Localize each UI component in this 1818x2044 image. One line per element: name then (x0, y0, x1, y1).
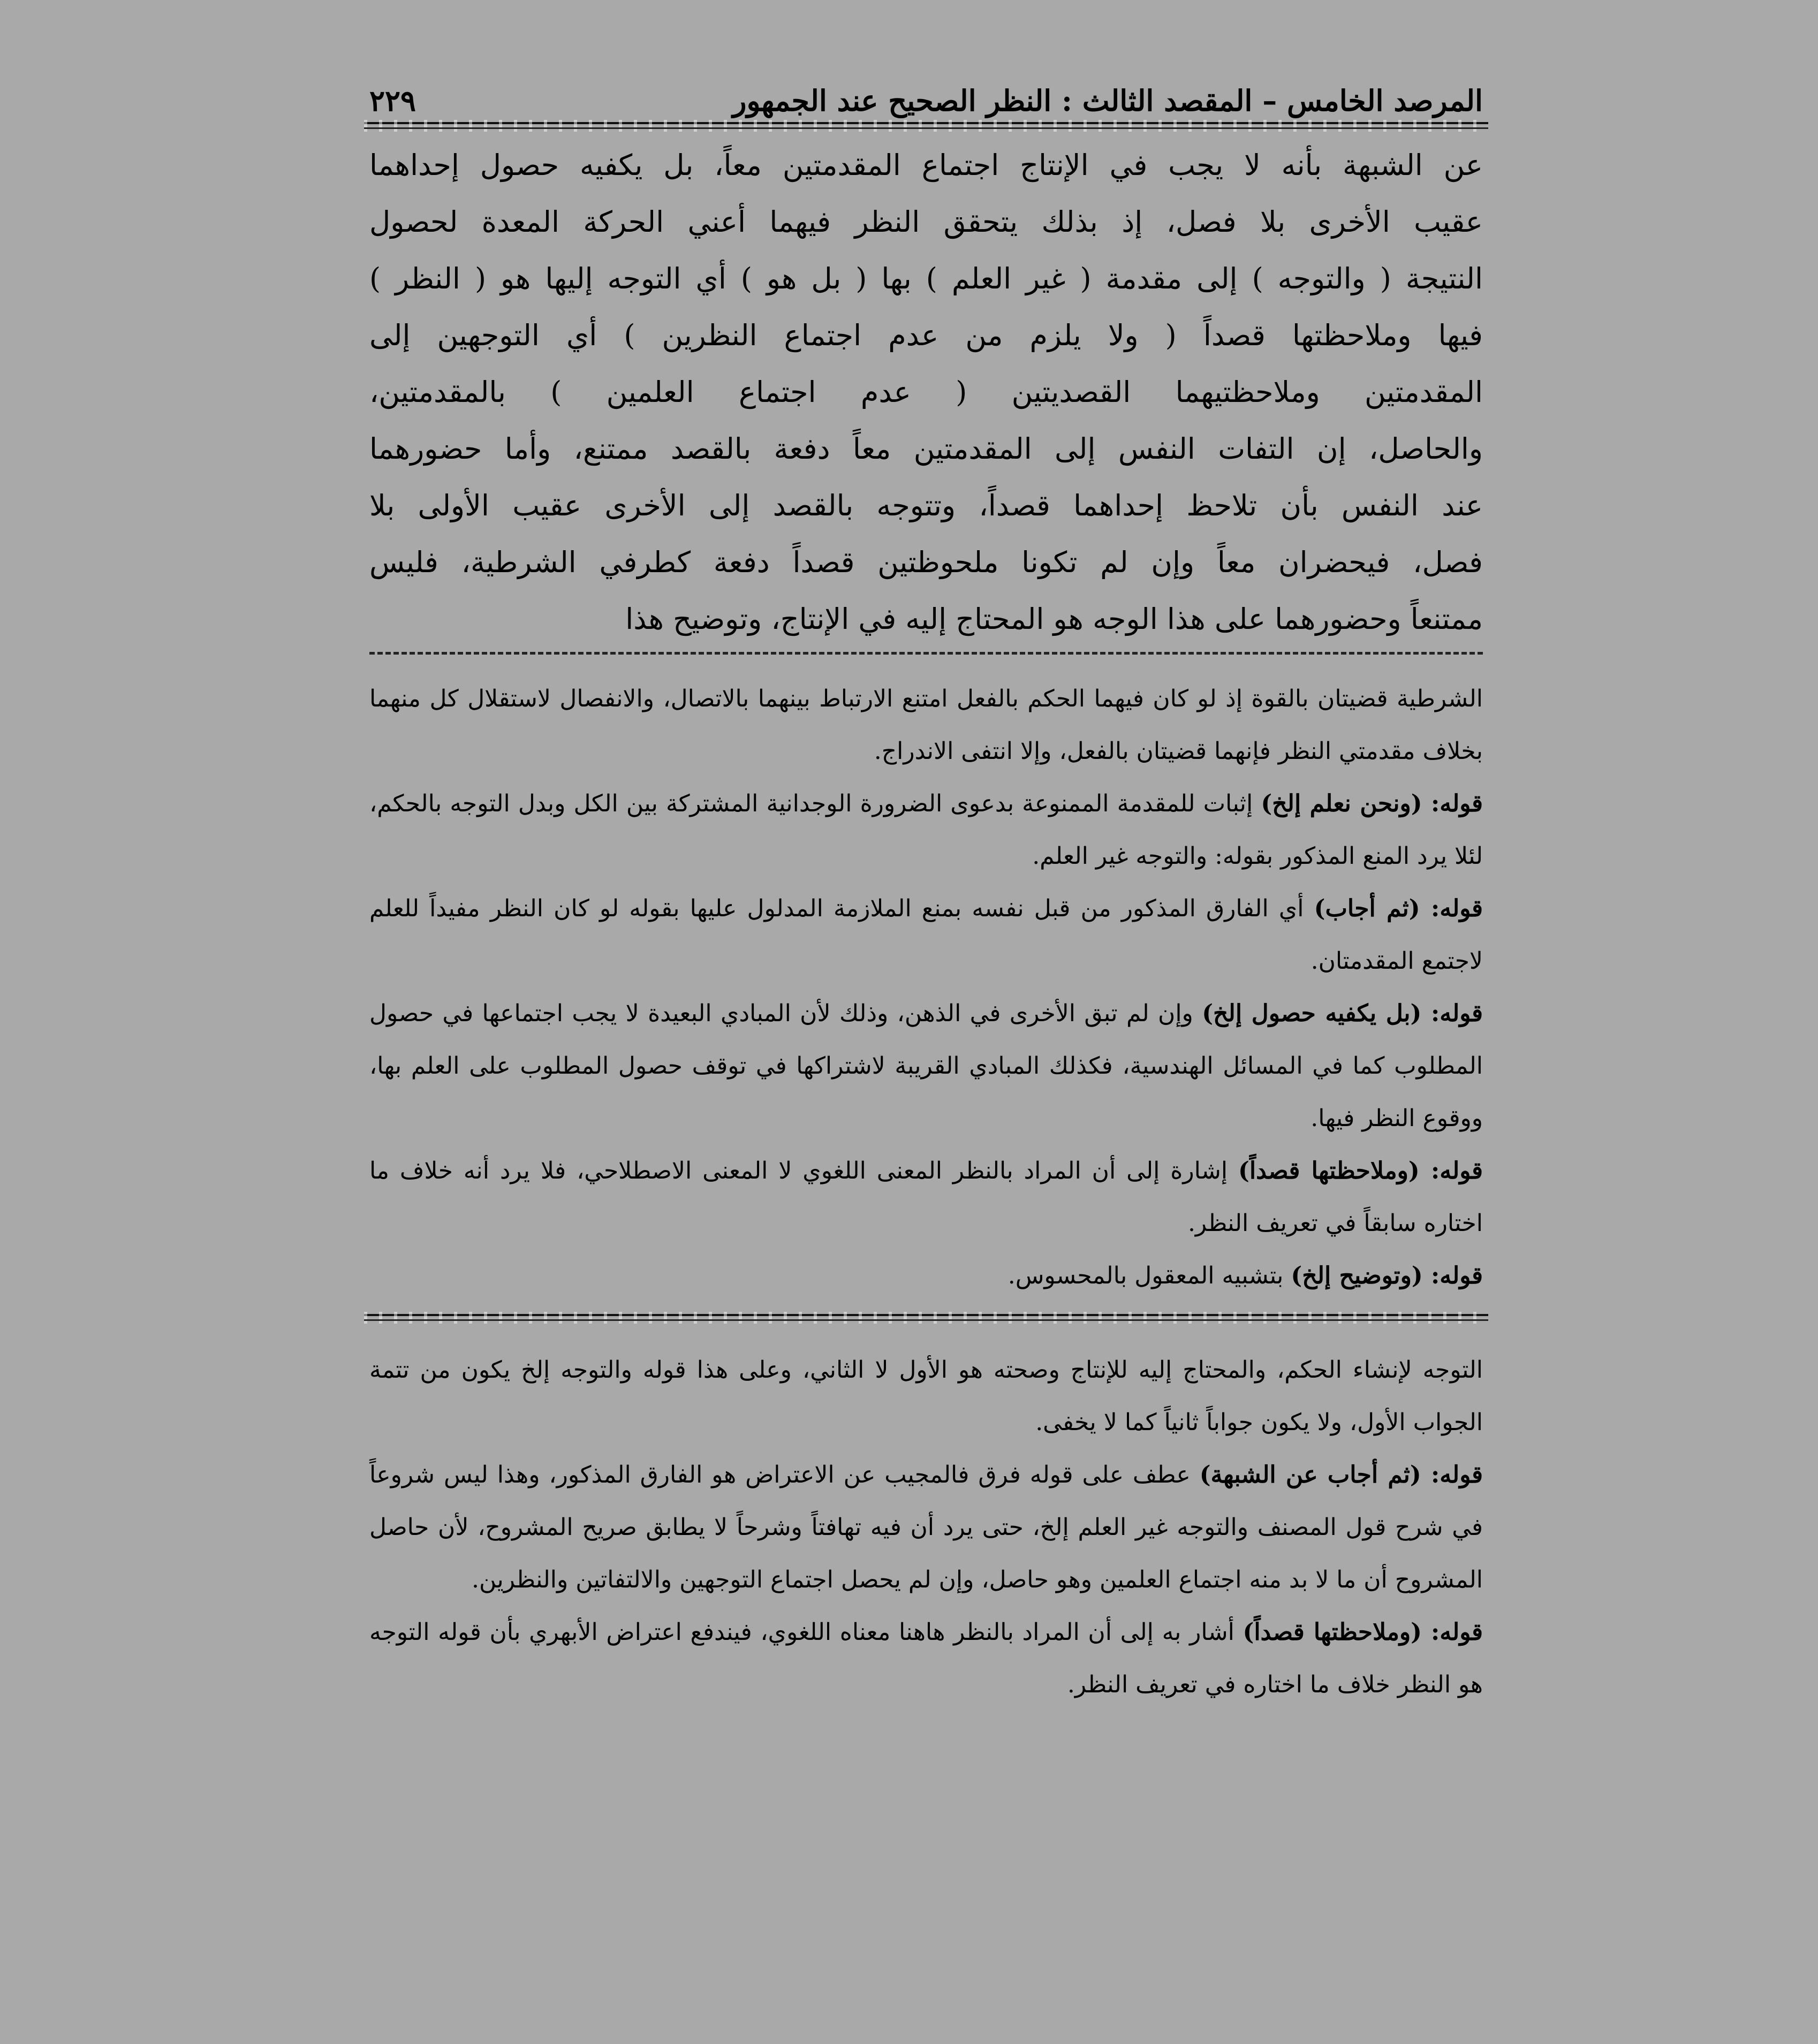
commentary-paragraph: قوله: (وملاحظتها قصداً) إشارة إلى أن المراد بالنظر المعنى اللغوي لا المعنى الاصطلاحي، فلا يرد أنه خلاف ما اختاره سابقاً في تعريف النظر. (369, 1157, 1483, 1237)
commentary-paragraph: قوله: (ثم أجاب عن الشبهة) عطف على قوله فرق فالمجيب عن الاعتراض هو الفارق المذكور، وهذا ليس شروعاً في شرح قول المصنف والتوجه غير العلم إلخ، حتى يرد أن فيه تهافتاً وشرحاً لا يطابق صريح المشروح، لأن حاصل المشروح أن ما لا بد منه اجتماع العلمين وهو حاصل، وإن لم يحصل اجتماع التوجهين والالتفاتين والنظرين. (369, 1461, 1483, 1593)
commentary-paragraph: قوله: (ونحن نعلم إلخ) إثبات للمقدمة الممنوعة بدعوى الضرورة الوجدانية المشتركة بين الكل وبدل التوجه بالحكم، لئلا يرد المنع المذكور بقوله: والتوجه غير العلم. (369, 790, 1483, 870)
commentary-rule (369, 1310, 1483, 1326)
main-line: والحاصل، إن التفات النفس إلى المقدمتين معاً دفعة بالقصد ممتنع، وأما حضورهما (369, 432, 1483, 466)
commentary-paragraph: قوله: (وملاحظتها قصداً) أشار به إلى أن المراد بالنظر هاهنا معناه اللغوي، فيندفع اعتراض الأبهري بأن قوله التوجه هو النظر خلاف ما اختاره في تعريف النظر. (369, 1619, 1483, 1698)
main-line: ممتنعاً وحضورهما على هذا الوجه هو المحتاج إليه في الإنتاج، وتوضيح هذا (625, 602, 1483, 636)
commentary-section-1 (369, 673, 1483, 1302)
commentary-paragraph: التوجه لإنشاء الحكم، والمحتاج إليه للإنتاج وصحته هو الأول لا الثاني، وعلى هذا قوله والتوجه إلخ يكون من تتمة الجواب الأول، ولا يكون جواباً ثانياً كما لا يخفى. (369, 1356, 1483, 1436)
main-line: عن الشبهة بأنه لا يجب في الإنتاج اجتماع المقدمتين معاً، بل يكفيه حصول إحداهما (369, 148, 1483, 182)
running-title: المرصد الخامس – المقصد الثالث : النظر الصحيح عند الجمهور (732, 83, 1483, 118)
main-line: فصل، فيحضران معاً وإن لم تكونا ملحوظتين قصداً دفعة كطرفي الشرطية، فليس (369, 545, 1483, 579)
page-number: ٢٢٩ (369, 83, 416, 118)
header-rule (369, 118, 1483, 134)
main-text (369, 137, 1483, 648)
section-divider-dashed (369, 652, 1483, 655)
commentary-paragraph: قوله: (بل يكفيه حصول إلخ) وإن لم تبق الأخرى في الذهن، وذلك لأن المبادي البعيدة لا يجب اجتماعها في حصول المطلوب كما في المسائل الهندسية، فكذلك المبادي القريبة لاشتراكها في توقف حصول المطلوب على العلم بها، ووقوع النظر فيها. (369, 1000, 1483, 1132)
book-page (369, 70, 1483, 1711)
commentary-paragraph: الشرطية قضيتان بالقوة إذ لو كان فيهما الحكم بالفعل امتنع الارتباط بينهما بالاتصال، والانفصال لاستقلال كل منهما بخلاف مقدمتي النظر فإنهما قضيتان بالفعل، وإلا انتفى الاندراج. (369, 685, 1483, 765)
page-header (369, 70, 1483, 118)
commentary-section-2 (369, 1344, 1483, 1711)
main-line: المقدمتين وملاحظتيهما القصديتين ( عدم اجتماع العلمين ) بالمقدمتين، (369, 375, 1483, 409)
commentary-paragraph: قوله: (وتوضيح إلخ) بتشبيه المعقول بالمحسوس. (1008, 1262, 1483, 1289)
commentary-paragraph: قوله: (ثم أجاب) أي الفارق المذكور من قبل نفسه بمنع الملازمة المدلول عليها بقوله لو كان النظر مفيداً للعلم لاجتمع المقدمتان. (369, 895, 1483, 975)
main-line: النتيجة ( والتوجه ) إلى مقدمة ( غير العلم ) بها ( بل هو ) أي التوجه إليها هو ( النظر ) (369, 262, 1483, 295)
main-line: عند النفس بأن تلاحظ إحداهما قصداً، وتتوجه بالقصد إلى الأخرى عقيب الأولى بلا (369, 489, 1483, 522)
main-line: عقيب الأخرى بلا فصل، إذ بذلك يتحقق النظر فيهما أعني الحركة المعدة لحصول (369, 205, 1483, 239)
main-line: فيها وملاحظتها قصداً ( ولا يلزم من عدم اجتماع النظرين ) أي التوجهين إلى (369, 318, 1483, 352)
